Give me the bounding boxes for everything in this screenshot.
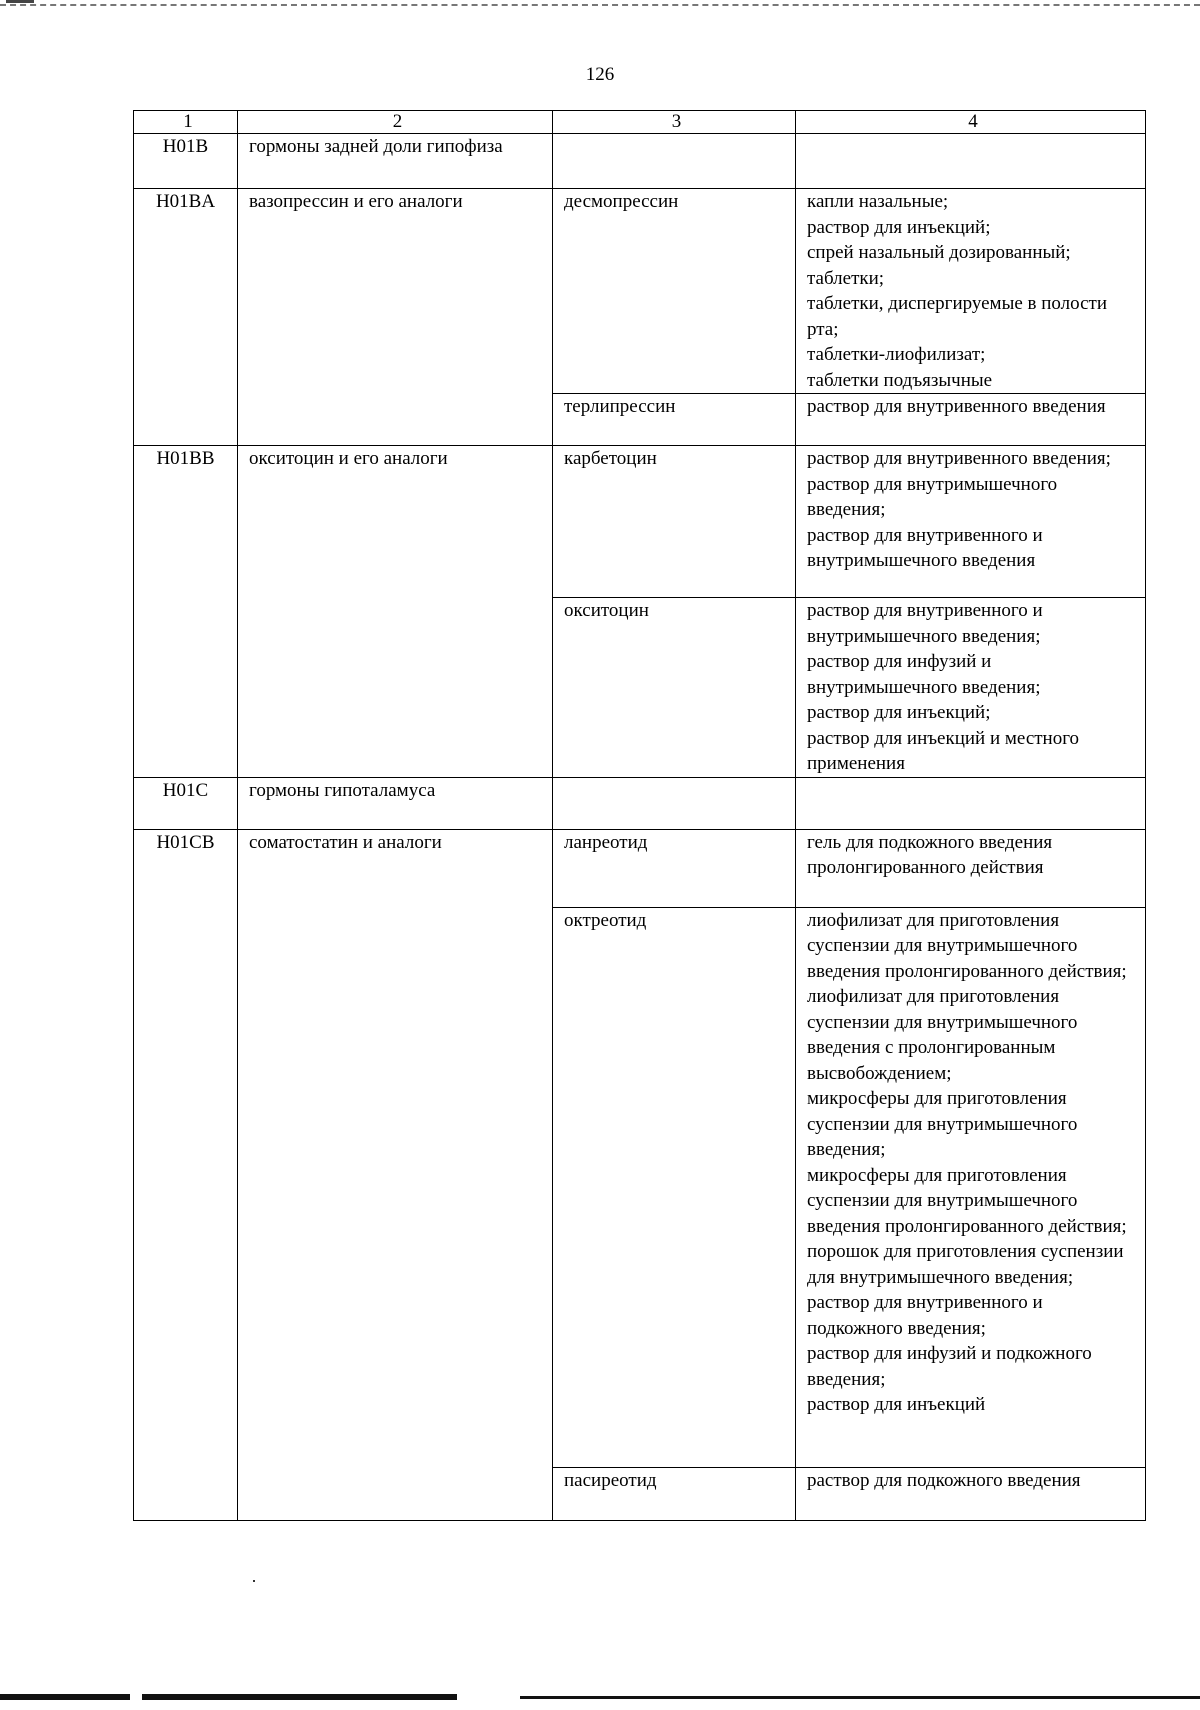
atc-code: H01B	[134, 134, 238, 189]
drug-name: октреотид	[553, 907, 796, 1467]
scan-edge-bottom	[0, 1694, 1200, 1706]
dosage-form: таблетки, диспергируемые в полости рта;	[807, 293, 1108, 340]
dosage-forms	[796, 829, 1146, 907]
dosage-forms	[796, 134, 1146, 189]
column-header: 1	[134, 111, 238, 134]
drug-name: окситоцин	[553, 598, 796, 778]
drug-table	[133, 110, 1146, 1521]
dosage-form: микросферы для приготовления суспензии для внутримышечного введения пролонгированного действия;	[807, 1164, 1127, 1237]
table-header-row	[134, 111, 1146, 134]
dosage-form: раствор для внутривенного введения;	[807, 448, 1111, 469]
atc-code: H01C	[134, 777, 238, 829]
dosage-form: раствор для инъекций	[807, 1394, 986, 1415]
dosage-form: лиофилизат для приготовления суспензии для внутримышечного введения с пролонгированным высвобождением;	[807, 986, 1078, 1084]
group-name: гормоны гипоталамуса	[238, 777, 553, 829]
drug-name	[553, 134, 796, 189]
dosage-form: раствор для внутривенного введения	[807, 396, 1106, 417]
column-header: 4	[796, 111, 1146, 134]
scan-speck	[253, 1580, 255, 1582]
drug-name: ланреотид	[553, 829, 796, 907]
dosage-form: раствор для инфузий и внутримышечного введения;	[807, 651, 1041, 698]
dosage-form: раствор для внутривенного и внутримышечного введения;	[807, 600, 1043, 647]
dosage-form: микросферы для приготовления суспензии для внутримышечного введения;	[807, 1088, 1078, 1160]
dosage-forms	[796, 777, 1146, 829]
table-row	[134, 189, 1146, 394]
drug-name	[553, 777, 796, 829]
group-name: вазопрессин и его аналоги	[238, 189, 553, 446]
group-name: соматостатин и аналоги	[238, 829, 553, 1520]
dosage-form: раствор для внутривенного и подкожного введения;	[807, 1292, 1043, 1339]
table-row	[134, 777, 1146, 829]
table-row	[134, 134, 1146, 189]
dosage-form: раствор для инъекций и местного применения	[807, 727, 1080, 774]
dosage-form: раствор для инфузий и подкожного введения;	[807, 1343, 1092, 1390]
group-name: окситоцин и его аналоги	[238, 446, 553, 778]
page-number: 126	[585, 64, 615, 85]
dosage-form: спрей назальный дозированный;	[807, 242, 1071, 263]
drug-name: пасиреотид	[553, 1467, 796, 1520]
dosage-forms	[796, 907, 1146, 1467]
dosage-forms	[796, 394, 1146, 446]
column-header: 3	[553, 111, 796, 134]
group-name: гормоны задней доли гипофиза	[238, 134, 553, 189]
drug-name: терлипрессин	[553, 394, 796, 446]
dosage-forms	[796, 598, 1146, 778]
drug-name: десмопрессин	[553, 189, 796, 394]
column-header: 2	[238, 111, 553, 134]
dosage-form: порошок для приготовления суспензии для внутримышечного введения;	[807, 1241, 1124, 1288]
dosage-form: раствор для внутривенного и внутримышечного введения	[807, 524, 1043, 571]
dosage-form: лиофилизат для приготовления суспензии для внутримышечного введения пролонгированного действия;	[807, 909, 1127, 982]
dosage-forms	[796, 446, 1146, 598]
dosage-forms	[796, 189, 1146, 394]
dosage-form: раствор для подкожного введения	[807, 1469, 1081, 1491]
dosage-form: раствор для внутримышечного введения;	[807, 473, 1058, 520]
dosage-form: таблетки-лиофилизат;	[807, 344, 986, 365]
dosage-form: гель для подкожного введения пролонгированного действия	[807, 831, 1053, 878]
atc-code: H01BA	[134, 189, 238, 446]
dosage-form: таблетки подъязычные	[807, 369, 993, 391]
table-row	[134, 446, 1146, 598]
scan-edge-top	[0, 4, 1200, 6]
dosage-form: таблетки;	[807, 267, 885, 289]
drug-name: карбетоцин	[553, 446, 796, 598]
dosage-form: раствор для инъекций;	[807, 216, 991, 238]
dosage-form: капли назальные;	[807, 191, 949, 212]
atc-code: H01CB	[134, 829, 238, 1520]
atc-code: H01BB	[134, 446, 238, 778]
scan-mark	[6, 0, 34, 3]
dosage-form: раствор для инъекций;	[807, 702, 991, 723]
dosage-forms	[796, 1467, 1146, 1520]
table-row	[134, 829, 1146, 907]
